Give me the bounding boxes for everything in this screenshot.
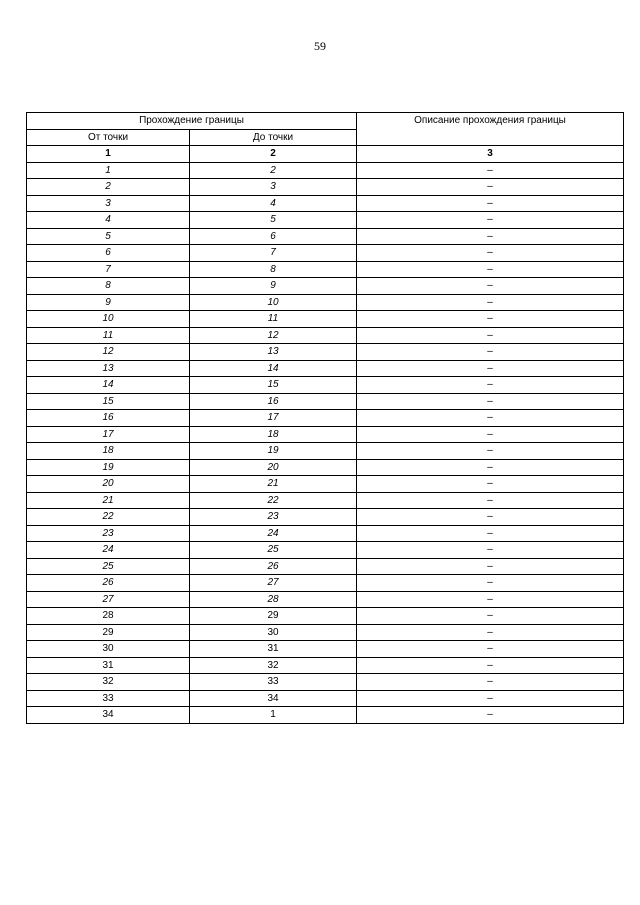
to-point-cell: 26 [190,558,357,575]
from-point-cell: 1 [27,162,190,179]
table-row [27,509,624,526]
from-point-cell: 28 [27,608,190,625]
to-point-cell: 23 [190,509,357,526]
table-row [27,344,624,361]
from-point-cell: 12 [27,344,190,361]
description-cell: – [357,707,624,724]
description-cell: – [357,278,624,295]
description-cell: – [357,624,624,641]
table-row [27,278,624,295]
description-cell: – [357,327,624,344]
to-point-cell: 11 [190,311,357,328]
to-point-cell: 28 [190,591,357,608]
to-point-cell: 15 [190,377,357,394]
description-cell: – [357,344,624,361]
from-point-cell: 3 [27,195,190,212]
to-point-cell: 21 [190,476,357,493]
from-point-cell: 33 [27,690,190,707]
from-point-cell: 22 [27,509,190,526]
table-row [27,608,624,625]
table-row [27,525,624,542]
table-row [27,591,624,608]
to-point-cell: 27 [190,575,357,592]
from-point-cell: 24 [27,542,190,559]
from-point-cell: 23 [27,525,190,542]
from-point-cell: 6 [27,245,190,262]
description-cell: – [357,690,624,707]
to-point-cell: 9 [190,278,357,295]
description-cell: – [357,360,624,377]
table-row [27,624,624,641]
table-row [27,558,624,575]
from-point-cell: 10 [27,311,190,328]
table-row [27,410,624,427]
header-boundary-passage: Прохождение границы [27,113,357,130]
table-row [27,641,624,658]
description-cell: – [357,179,624,196]
to-point-cell: 16 [190,393,357,410]
to-point-cell: 32 [190,657,357,674]
description-cell: – [357,245,624,262]
to-point-cell: 29 [190,608,357,625]
description-cell: – [357,591,624,608]
description-cell: – [357,162,624,179]
description-cell: – [357,228,624,245]
table-row [27,492,624,509]
description-cell: – [357,674,624,691]
column-number-3: 3 [357,146,624,163]
table-row [27,162,624,179]
description-cell: – [357,657,624,674]
from-point-cell: 34 [27,707,190,724]
table-row [27,393,624,410]
from-point-cell: 26 [27,575,190,592]
column-number-row [27,146,624,163]
to-point-cell: 22 [190,492,357,509]
description-cell: – [357,525,624,542]
table-row [27,245,624,262]
to-point-cell: 5 [190,212,357,229]
table-row [27,426,624,443]
description-cell: – [357,641,624,658]
description-cell: – [357,212,624,229]
to-point-cell: 2 [190,162,357,179]
to-point-cell: 18 [190,426,357,443]
description-cell: – [357,575,624,592]
from-point-cell: 27 [27,591,190,608]
description-cell: – [357,311,624,328]
table-row [27,657,624,674]
table-row [27,327,624,344]
description-cell: – [357,492,624,509]
description-cell: – [357,195,624,212]
table-row [27,294,624,311]
table-row [27,575,624,592]
header-row-top [27,113,624,130]
table-body [27,146,624,724]
to-point-cell: 7 [190,245,357,262]
from-point-cell: 15 [27,393,190,410]
from-point-cell: 32 [27,674,190,691]
table-row [27,179,624,196]
table-row [27,542,624,559]
header-to-point: До точки [190,129,357,146]
table-row [27,261,624,278]
to-point-cell: 8 [190,261,357,278]
from-point-cell: 31 [27,657,190,674]
table-row [27,311,624,328]
to-point-cell: 34 [190,690,357,707]
to-point-cell: 10 [190,294,357,311]
table-row [27,195,624,212]
from-point-cell: 21 [27,492,190,509]
to-point-cell: 20 [190,459,357,476]
description-cell: – [357,393,624,410]
description-cell: – [357,558,624,575]
to-point-cell: 17 [190,410,357,427]
from-point-cell: 5 [27,228,190,245]
table-row [27,459,624,476]
description-cell: – [357,476,624,493]
from-point-cell: 25 [27,558,190,575]
description-cell: – [357,443,624,460]
description-cell: – [357,608,624,625]
from-point-cell: 17 [27,426,190,443]
to-point-cell: 3 [190,179,357,196]
to-point-cell: 6 [190,228,357,245]
table-row [27,377,624,394]
table-header [27,113,624,146]
from-point-cell: 7 [27,261,190,278]
description-cell: – [357,261,624,278]
to-point-cell: 24 [190,525,357,542]
table-row [27,707,624,724]
table-row [27,443,624,460]
description-cell: – [357,294,624,311]
column-number-2: 2 [190,146,357,163]
column-number-1: 1 [27,146,190,163]
page-number: 59 [314,39,326,53]
from-point-cell: 29 [27,624,190,641]
to-point-cell: 12 [190,327,357,344]
from-point-cell: 19 [27,459,190,476]
from-point-cell: 9 [27,294,190,311]
from-point-cell: 11 [27,327,190,344]
from-point-cell: 18 [27,443,190,460]
to-point-cell: 19 [190,443,357,460]
from-point-cell: 30 [27,641,190,658]
description-cell: – [357,377,624,394]
header-from-point: От точки [27,129,190,146]
from-point-cell: 14 [27,377,190,394]
table-row [27,674,624,691]
to-point-cell: 4 [190,195,357,212]
to-point-cell: 30 [190,624,357,641]
header-description: Описание прохождения границы [357,113,624,146]
to-point-cell: 25 [190,542,357,559]
to-point-cell: 14 [190,360,357,377]
to-point-cell: 13 [190,344,357,361]
from-point-cell: 8 [27,278,190,295]
description-cell: – [357,426,624,443]
from-point-cell: 16 [27,410,190,427]
from-point-cell: 2 [27,179,190,196]
from-point-cell: 13 [27,360,190,377]
table-row [27,360,624,377]
description-cell: – [357,509,624,526]
description-cell: – [357,410,624,427]
description-cell: – [357,459,624,476]
table-row [27,476,624,493]
table-row [27,228,624,245]
table-row [27,690,624,707]
to-point-cell: 1 [190,707,357,724]
from-point-cell: 4 [27,212,190,229]
to-point-cell: 31 [190,641,357,658]
table-row [27,212,624,229]
boundary-table [26,112,624,724]
to-point-cell: 33 [190,674,357,691]
description-cell: – [357,542,624,559]
from-point-cell: 20 [27,476,190,493]
